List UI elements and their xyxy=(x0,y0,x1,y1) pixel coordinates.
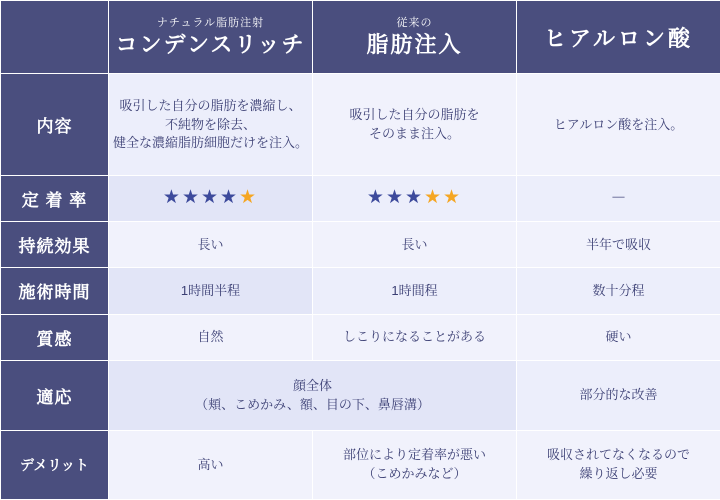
cell-line: 半年で吸収 xyxy=(585,236,651,252)
cell-retention-fat xyxy=(313,176,517,222)
table-row xyxy=(1,222,720,268)
cell-retention-hyaluronic xyxy=(517,176,720,222)
table-header-row xyxy=(1,1,720,74)
cell-content-condense xyxy=(109,74,313,176)
column-header-main: 脂肪注入 xyxy=(366,32,463,58)
cell-line: 長い xyxy=(401,236,428,252)
row-label-retention-rate: 定 着 率 xyxy=(1,176,109,222)
cell-indication-merged xyxy=(109,360,517,431)
table-row xyxy=(1,74,720,176)
table-row xyxy=(1,360,720,431)
cell-line: （頬、こめかみ、額、目の下、鼻唇溝） xyxy=(195,397,430,413)
cell-line: そのまま注入。 xyxy=(368,125,460,141)
column-header-sub: 従来の xyxy=(396,16,433,29)
cell-texture-hyaluronic xyxy=(517,314,720,360)
cell-line: しこりになることがある xyxy=(342,328,486,344)
table-corner-cell xyxy=(1,1,109,74)
row-label-content: 内容 xyxy=(1,74,109,176)
cell-line: 自然 xyxy=(197,328,224,344)
cell-duration-condense xyxy=(109,222,313,268)
cell-line: 高い xyxy=(197,456,224,472)
cell-time-hyaluronic xyxy=(517,268,720,314)
cell-line: 部位により定着率が悪い xyxy=(342,447,486,463)
cell-time-fat xyxy=(313,268,517,314)
cell-line: － xyxy=(610,190,627,208)
table-row xyxy=(1,176,720,222)
table-row xyxy=(1,431,720,500)
cell-line: 吸引した自分の脂肪を xyxy=(349,107,480,123)
cell-line: 健全な濃縮脂肪細胞だけを注入。 xyxy=(112,135,308,151)
row-label-texture: 質感 xyxy=(1,314,109,360)
cell-retention-condense xyxy=(109,176,313,222)
cell-line: 部分的な改善 xyxy=(579,387,658,403)
cell-line: ヒアルロン酸を注入。 xyxy=(553,116,684,132)
cell-duration-hyaluronic xyxy=(517,222,720,268)
cell-line: （こめかみなど） xyxy=(362,466,467,482)
stars-filled-blue: ★★★ xyxy=(366,187,425,209)
row-label-duration: 持続効果 xyxy=(1,222,109,268)
cell-line: 繰り返し必要 xyxy=(579,466,658,482)
cell-line: 1時間程 xyxy=(391,282,438,298)
cell-line: 吸収されてなくなるので xyxy=(546,447,690,463)
cell-texture-condense xyxy=(109,314,313,360)
cell-line: 長い xyxy=(197,236,224,252)
cell-demerit-condense xyxy=(109,431,313,500)
cell-line: 顔全体 xyxy=(292,377,332,393)
stars-filled-blue: ★★★★ xyxy=(162,187,240,209)
cell-line: 吸引した自分の脂肪を濃縮し、 xyxy=(119,97,302,113)
cell-demerit-fat xyxy=(313,431,517,500)
cell-indication-hyaluronic xyxy=(517,360,720,431)
cell-content-hyaluronic xyxy=(517,74,720,176)
column-header-sub: ナチュラル脂肪注射 xyxy=(156,16,265,29)
stars-highlight-orange: ★★ xyxy=(424,187,463,209)
stars-highlight-orange: ★ xyxy=(239,187,259,209)
cell-texture-fat xyxy=(313,314,517,360)
row-label-treatment-time: 施術時間 xyxy=(1,268,109,314)
cell-line: 不純物を除去、 xyxy=(164,116,256,132)
row-label-indication: 適応 xyxy=(1,360,109,431)
cell-line: 1時間半程 xyxy=(180,282,241,298)
table-row xyxy=(1,268,720,314)
row-label-demerit: デメリット xyxy=(1,431,109,500)
cell-line: 硬い xyxy=(605,328,632,344)
cell-demerit-hyaluronic xyxy=(517,431,720,500)
column-header-fat-injection xyxy=(313,1,517,74)
table-row xyxy=(1,314,720,360)
column-header-condense-rich xyxy=(109,1,313,74)
cell-content-fat xyxy=(313,74,517,176)
cell-line: 数十分程 xyxy=(592,282,645,298)
column-header-hyaluronic-acid xyxy=(517,1,720,74)
column-header-main: コンデンスリッチ xyxy=(115,32,306,58)
cell-duration-fat xyxy=(313,222,517,268)
cell-time-condense xyxy=(109,268,313,314)
column-header-main: ヒアルロン酸 xyxy=(543,25,694,51)
